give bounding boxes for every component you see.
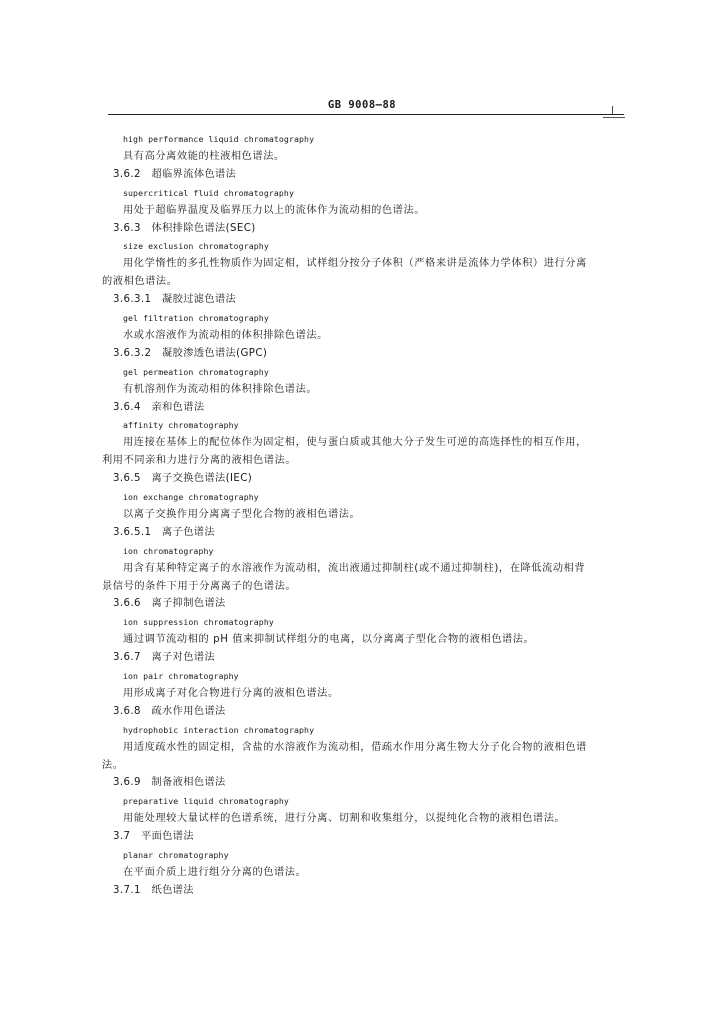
header-rule	[108, 114, 624, 115]
section-heading: 3.6.5 离子交换色谱法(IEC)	[113, 473, 253, 485]
definition-text: 有机溶剂作为流动相的体积排除色谱法。	[123, 383, 318, 395]
english-term: ion chromatography	[123, 545, 214, 556]
definition-text: 通过调节流动相的 pH 值来抑制试样组分的电离，以分离离子型化合物的液相色谱法。	[123, 634, 535, 646]
definition-text: 用处于超临界温度及临界压力以上的流体作为流动相的色谱法。	[123, 204, 426, 216]
definition-text: 用含有某种特定离子的水溶液作为流动相，流出液通过抑制柱(或不通过抑制柱)，在降低流动相背	[123, 562, 586, 574]
definition-text: 水或水溶液作为流动相的体积排除色谱法。	[123, 329, 328, 341]
standard-number-header: GB 9008—88	[327, 99, 397, 111]
definition-continuation: 法。	[102, 759, 124, 771]
definition-text: 用化学惰性的多孔性物质作为固定相，试样组分按分子体积（严格来讲是流体力学体积）进行分离	[123, 258, 587, 270]
header-tick-mark	[612, 106, 613, 114]
definition-continuation: 利用不同亲和力进行分离的液相色谱法。	[102, 455, 297, 467]
english-term: ion suppression chromatography	[123, 617, 274, 628]
english-term: gel filtration chromatography	[123, 313, 269, 323]
section-heading: 3.6.5.1 离子色谱法	[113, 526, 215, 538]
english-term: high performance liquid chromatography	[123, 134, 315, 144]
english-term: ion exchange chromatography	[123, 492, 259, 502]
definition-text: 用适度疏水性的固定相，含盐的水溶液作为流动相，借疏水作用分离生物大分子化合物的液相色谱	[123, 741, 587, 753]
section-heading: 3.7 平面色谱法	[113, 831, 194, 843]
english-term: size exclusion chromatography	[123, 241, 269, 252]
english-term: hydrophobic interaction chromatography	[123, 724, 315, 735]
english-term: ion pair chromatography	[123, 671, 239, 681]
english-term: affinity chromatography	[123, 420, 239, 431]
definition-text: 用形成离子对化合物进行分离的液相色谱法。	[123, 687, 339, 699]
section-heading: 3.6.6 离子抑制色谱法	[113, 598, 226, 610]
english-term: preparative liquid chromatography	[123, 796, 289, 807]
section-heading: 3.6.4 亲和色谱法	[113, 401, 205, 413]
definition-text: 以离子交换作用分离离子型化合物的液相色谱法。	[123, 508, 361, 520]
section-heading: 3.6.3 体积排除色谱法(SEC)	[113, 222, 256, 234]
section-heading: 3.6.7 离子对色谱法	[113, 652, 216, 664]
section-heading: 3.6.3.1 凝胶过滤色谱法	[113, 294, 237, 306]
english-term: supercritical fluid chromatography	[123, 187, 294, 198]
definition-continuation: 的液相色谱法。	[102, 276, 178, 288]
definition-text: 具有高分离效能的柱液相色谱法。	[123, 150, 285, 162]
section-heading: 3.6.8 疏水作用色谱法	[113, 705, 226, 717]
section-heading: 3.7.1 纸色谱法	[113, 884, 194, 896]
definition-text: 用能处理较大量试样的色谱系统，进行分离、切割和收集组分，以提纯化合物的液相色谱法。	[123, 813, 566, 825]
english-term: planar chromatography	[123, 850, 229, 860]
section-heading: 3.6.9 制备液相色谱法	[113, 777, 226, 789]
english-term: gel permeation chromatography	[123, 366, 269, 377]
definition-continuation: 景信号的条件下用于分离离子的色谱法。	[102, 580, 297, 592]
section-heading: 3.6.2 超临界流体色谱法	[113, 168, 237, 180]
section-heading: 3.6.3.2 凝胶渗透色谱法(GPC)	[113, 347, 268, 359]
definition-text: 用连接在基体上的配位体作为固定相，使与蛋白质或其他大分子发生可逆的高选择性的相互作用，	[123, 437, 587, 449]
header-dash-mark	[603, 117, 625, 118]
definition-text: 在平面介质上进行组分分离的色谱法。	[123, 866, 307, 878]
